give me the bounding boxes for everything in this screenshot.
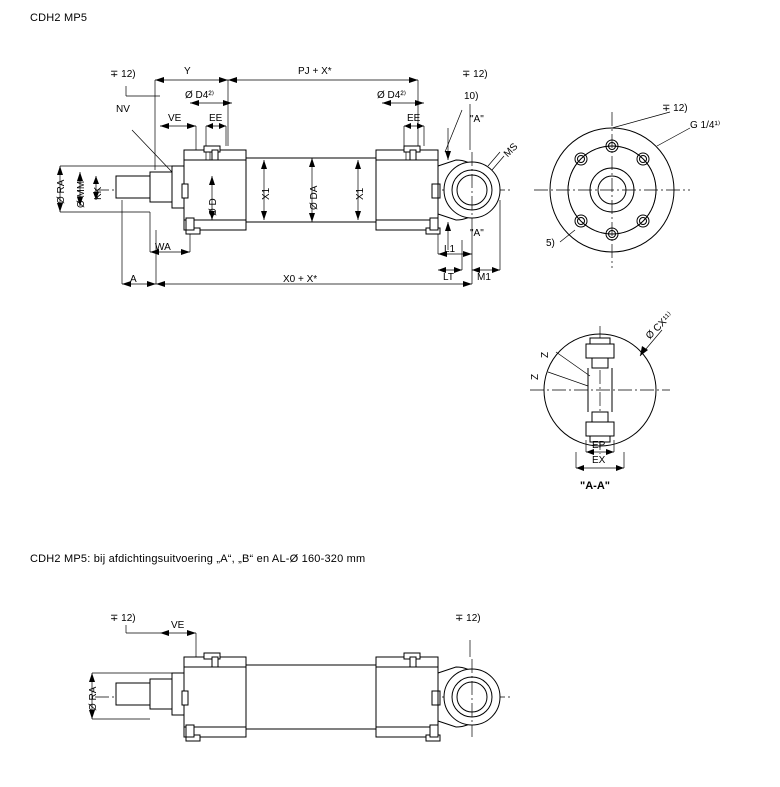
label-note-10: 10) — [464, 91, 479, 102]
page-title-bottom: CDH2 MP5: bij afdichtingsuitvoering „A“, „B“ en AL-Ø 160-320 mm — [30, 553, 366, 565]
label-section-caption: "A-A" — [580, 480, 610, 492]
label-cx: Ø CX¹¹⁾ — [644, 310, 676, 342]
label-x1-left: X1 — [261, 187, 272, 200]
label-ra-bottom: Ø RA — [88, 686, 99, 711]
label-l1: L1 — [444, 244, 456, 255]
label-wa: WA — [155, 242, 171, 253]
label-tolerance-12-bottom-left: ∓ 12) — [110, 613, 136, 624]
label-note-5: 5) — [546, 238, 555, 249]
label-ex: EX — [592, 455, 606, 466]
label-m1: M1 — [477, 272, 491, 283]
label-ee-right: EE — [407, 113, 421, 124]
label-section-a-bottom: "A" — [470, 228, 484, 239]
label-y: Y — [184, 66, 191, 77]
label-pj-x: PJ + X* — [298, 66, 332, 77]
label-x1-right: X1 — [355, 187, 366, 200]
label-z-lower: Z — [530, 373, 541, 380]
label-mm: Ø MM — [76, 180, 87, 208]
page-title-top: CDH2 MP5 — [30, 12, 88, 24]
label-tolerance-12-top-left: ∓ 12) — [110, 69, 136, 80]
label-d: Ø D — [208, 198, 219, 216]
label-tolerance-12-flange: ∓ 12) — [662, 103, 688, 114]
label-z-upper: Z — [540, 351, 551, 358]
label-da: Ø DA — [309, 185, 320, 210]
label-ee-left: EE — [209, 113, 223, 124]
label-g14: G 1/4¹⁾ — [690, 120, 721, 131]
label-x0-x: X0 + X* — [283, 274, 318, 285]
label-d4-left: Ø D4²⁾ — [185, 90, 215, 101]
label-ve: VE — [168, 113, 182, 124]
label-a: A — [130, 274, 137, 285]
label-section-a-top: "A" — [470, 114, 484, 125]
label-ms: MS — [502, 141, 521, 160]
label-tolerance-12-bottom-right: ∓ 12) — [455, 613, 481, 624]
label-d4-right: Ø D4²⁾ — [377, 90, 407, 101]
label-lt: LT — [443, 272, 454, 283]
label-ra: Ø RA — [56, 179, 67, 204]
label-ep: EP — [592, 440, 606, 451]
label-nv: NV — [116, 104, 130, 115]
label-ve-bottom: VE — [171, 620, 185, 631]
label-tolerance-12-top-right: ∓ 12) — [462, 69, 488, 80]
label-kk: KK — [93, 186, 104, 200]
